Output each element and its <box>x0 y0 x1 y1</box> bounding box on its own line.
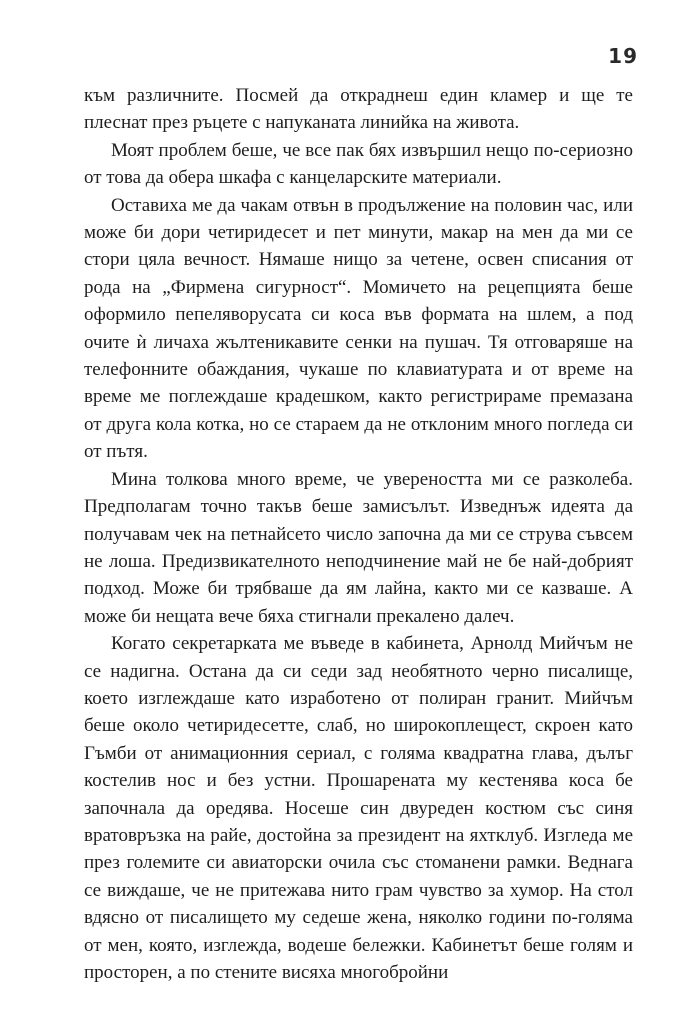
paragraph-5: Когато секретарката ме въведе в кабинета, Арнолд Мийчъм не се надигна. Остана да си седи зад необятното черно писалище, което изглеждаше като изработено от полиран гранит. Мийчъм беше около четиридесетте, слаб, но широкоплещест, скроен като Гъмби от анимационния сериал, с голяма квадратна глава, дълъг костелив нос и без устни. Прошарената му кестенява коса бе започнала да оредява. Носеше син двуреден костюм със синя вратовръзка на райе, достойна за президент на яхтклуб. Изгледа ме през големите си авиаторски очила със стоманени рамки. Веднага се виждаше, че не притежава нито грам чувство за хумор. На стол вдясно от писалището му седеше жена, няколко години по-голяма от мен, която, изглежда, водеше бележки. Кабинетът беше голям и просторен, а по стените висяха многобройни <box>84 633 633 983</box>
body-text <box>84 82 633 986</box>
page-number: 19 <box>608 44 638 68</box>
paragraph-1: към различните. Посмей да откраднеш един кламер и ще те плеснат през ръцете с напуканата линийка на живота. <box>84 85 633 134</box>
paragraph-2: Моят проблем беше, че все пак бях извършил нещо по-сериозно от това да обера шкафа с канцеларските материали. <box>84 139 633 189</box>
paragraph-3: Оставиха ме да чакам отвън в продължение на половин час, или може би дори четиридесет и пет минути, макар на мен да ми се стори цяла вечност. Нямаше нищо за четене, освен списания от рода на „Фирмена сигурност“. Момичето на рецепцията беше оформило пепеляворусата си коса във формата на шлем, а под очите ѝ личаха жълтеникавите сенки на пушач. Тя отговаряше на телефонните обаждания, чукаше по клавиатурата и от време на време ме поглеждаше крадешком, както регистрираме премазана от друга кола котка, но се стараем да не отклоним много погледа си от пътя. <box>84 194 633 463</box>
paragraph-4: Мина толкова много време, че увереността ми се разколеба. Предполагам точно такъв беше замисълът. Изведнъж идеята да получавам чек на петнайсето число започна да ми се струва съвсем не лоша. Предизвикателното неподчинение май не бе най-добрият подход. Може би трябваше да ям лайна, както ми се казваше. А може би нещата вече бяха стигнали прекалено далеч. <box>84 468 633 627</box>
